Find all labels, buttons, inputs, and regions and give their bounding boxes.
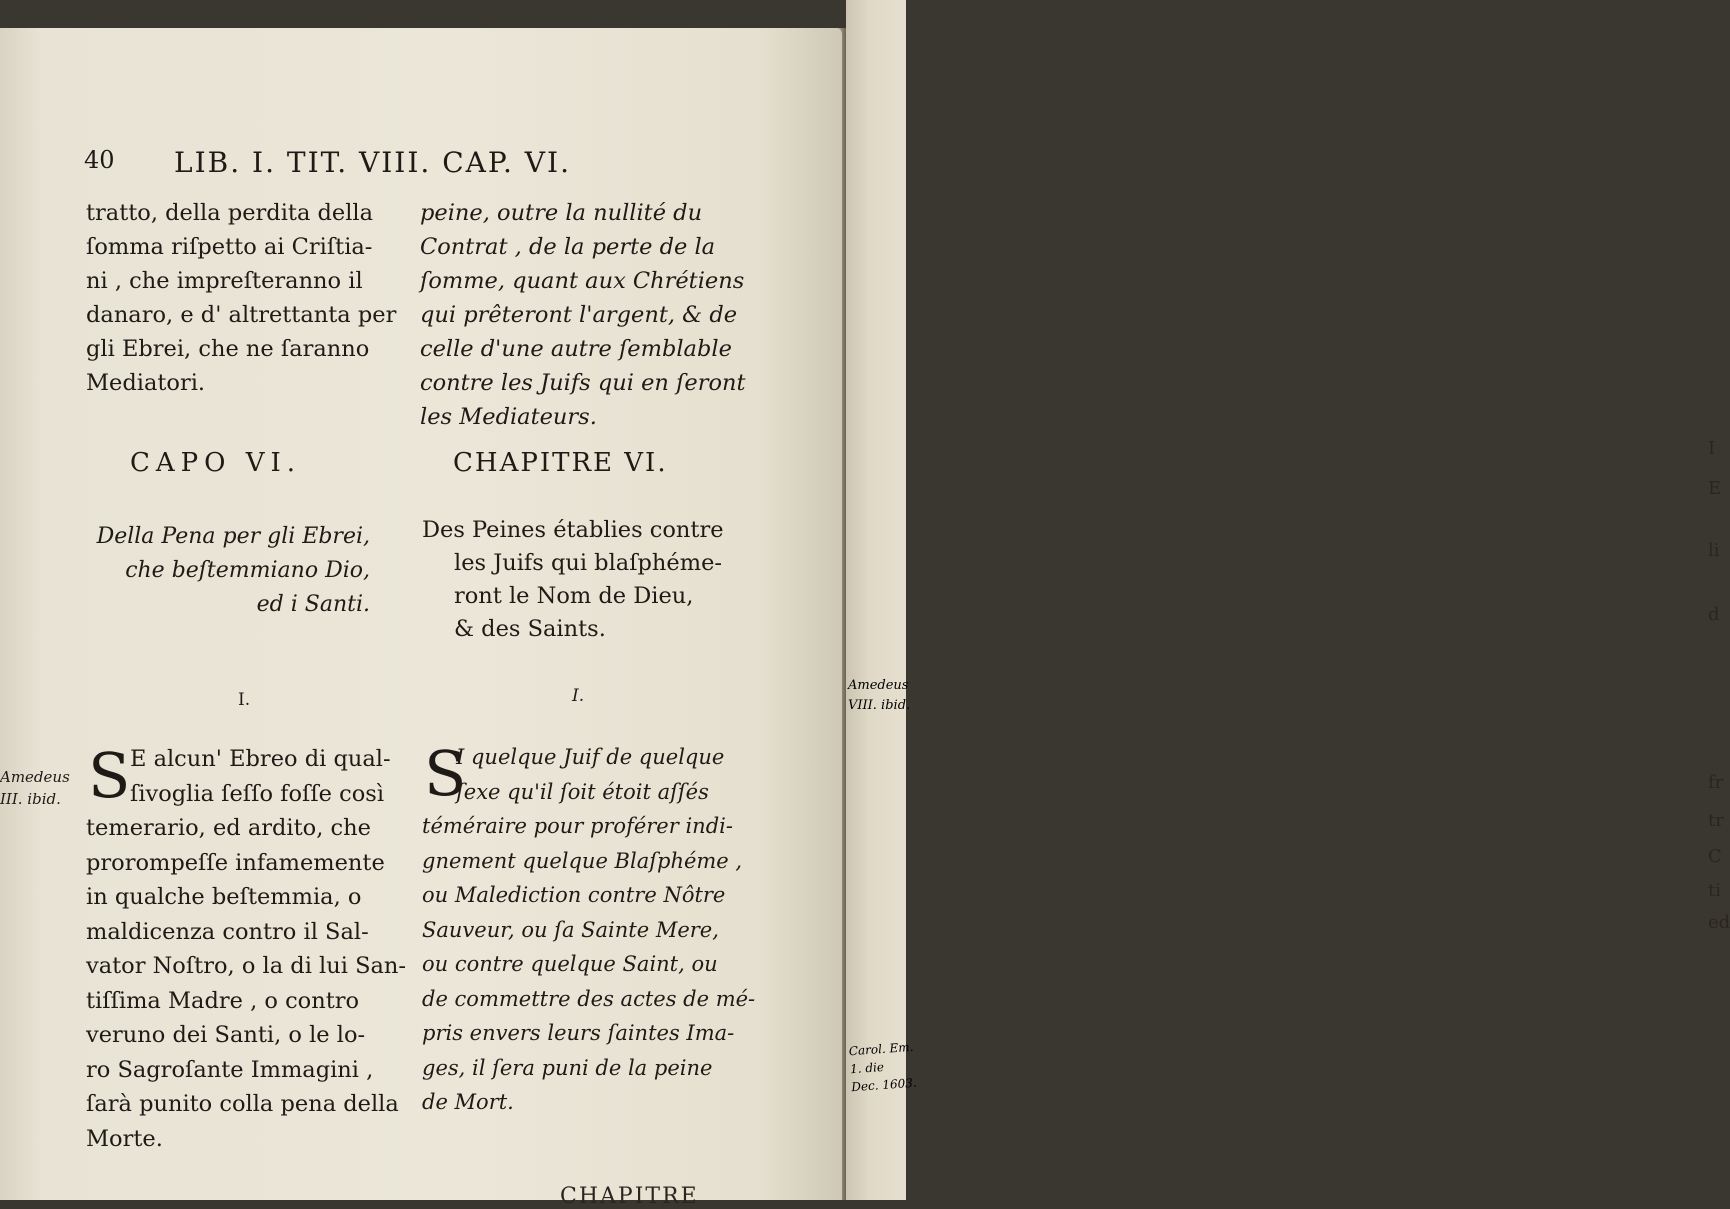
text-line: téméraire pour proférer indi-	[422, 814, 733, 838]
margin-note-line: 1. die	[849, 1059, 885, 1077]
left-margin-note	[0, 766, 70, 810]
title-line: Della Pena per gli Ebrei,	[96, 524, 370, 549]
title-line: & des Saints.	[454, 616, 606, 642]
text-line: pris envers leurs ſaintes Ima-	[422, 1021, 735, 1045]
text-line: de commettre des actes de mé-	[422, 986, 756, 1011]
book-page	[0, 28, 842, 1200]
italian-chapter-heading: CAPO VI.	[130, 448, 302, 478]
text-line: vator Noſtro, o la di lui San-	[86, 953, 406, 979]
facing-page-fragment: tr	[1708, 810, 1724, 831]
text-line: I quelque Juif de quelque	[456, 745, 725, 769]
facing-page	[846, 0, 1730, 1200]
facing-page-fragment: li	[1708, 540, 1720, 561]
text-line: de Mort.	[422, 1090, 514, 1114]
french-chapter-title	[422, 514, 742, 646]
facing-page-fragment: fr	[1708, 772, 1724, 793]
text-line: ſivoglia ſeſſo foſſe così	[130, 780, 385, 807]
text-line: ro Sagroſante Immagini ,	[86, 1056, 374, 1083]
margin-note-line: Dec. 1603.	[850, 1075, 918, 1095]
french-continuation	[420, 196, 746, 434]
facing-page-fragment: C	[1708, 846, 1722, 867]
text-line: Mediatori.	[86, 370, 206, 396]
french-section-number: I.	[572, 686, 585, 706]
text-line: Contrat , de la perte de la	[420, 234, 716, 260]
next-page-heading-fragment: CHAPITRE	[560, 1184, 699, 1209]
text-line: prorompeſſe infamemente	[86, 849, 385, 876]
text-line: tratto, della perdita della	[86, 200, 374, 226]
margin-note-line: Amedeus	[0, 768, 70, 786]
title-line: Des Peines établies contre	[422, 517, 724, 543]
right-margin-note	[848, 676, 910, 716]
text-line: ou Malediction contre Nôtre	[422, 883, 726, 907]
text-line: ou contre quelque Saint, ou	[422, 952, 718, 976]
text-line: danaro, e d' altrettanta per	[86, 302, 397, 328]
facing-page-fragment: ed	[1708, 912, 1730, 933]
text-line: ſomme, quant aux Chrétiens	[420, 268, 745, 294]
title-line: ront le Nom de Dieu,	[454, 583, 694, 609]
italian-section-number: I.	[238, 690, 251, 710]
french-article-text	[422, 737, 756, 1120]
text-line: qui prêteront l'argent, & de	[420, 302, 738, 328]
right-lower-margin-note	[848, 1038, 917, 1096]
text-line: ſomma riſpetto ai Criſtia-	[86, 234, 373, 260]
page-number: 40	[84, 146, 115, 174]
title-line: che beſtemmiano Dio,	[125, 558, 370, 583]
text-line: gli Ebrei, che ne ſaranno	[86, 336, 370, 362]
italian-article-text	[86, 739, 406, 1156]
italian-chapter-title	[86, 520, 370, 622]
text-line: ges, il ſera puni de la peine	[422, 1055, 713, 1080]
text-line: les Mediateurs.	[420, 404, 597, 430]
title-line: ed i Santi.	[256, 592, 370, 617]
margin-note-line: III. ibid.	[0, 790, 61, 808]
text-line: in qualche beſtemmia, o	[86, 884, 362, 910]
facing-page-fragment: d	[1708, 604, 1720, 625]
text-line: peine, outre la nullité du	[420, 200, 703, 226]
text-line: Morte.	[86, 1125, 163, 1152]
margin-note-line: Amedeus	[848, 678, 909, 693]
facing-page-fragment: I	[1708, 438, 1716, 459]
title-line: les Juifs qui blaſphéme-	[454, 550, 722, 576]
page-header	[84, 146, 704, 186]
text-line: tiſſima Madre , o contro	[86, 987, 360, 1014]
italian-continuation	[86, 196, 406, 400]
margin-note-line: Carol. Em.	[848, 1039, 914, 1059]
text-line: Sauveur, ou ſa Sainte Mere,	[422, 917, 719, 942]
italian-drop-cap: S	[88, 739, 131, 812]
text-line: E alcun' Ebreo di qual-	[130, 746, 391, 772]
french-chapter-heading: CHAPITRE VI.	[453, 448, 668, 478]
margin-note-line: VIII. ibid.	[848, 698, 911, 713]
text-line: ſarà punito colla pena della	[86, 1091, 399, 1117]
text-line: celle d'une autre ſemblable	[420, 336, 732, 362]
text-line: contre les Juifs qui en ſeront	[420, 370, 746, 396]
facing-page-fragment: ti	[1708, 880, 1721, 901]
text-line: gnement quelque Blaſphéme ,	[422, 848, 743, 873]
facing-page-fragment: E	[1708, 478, 1722, 499]
french-drop-cap: S	[424, 737, 467, 810]
text-line: ſexe qu'il ſoit étoit aſſés	[456, 779, 709, 804]
text-line: veruno dei Santi, o le lo-	[86, 1022, 366, 1048]
text-line: maldicenza contro il Sal-	[86, 918, 369, 945]
text-line: temerario, ed ardito, che	[86, 815, 371, 841]
text-line: ni , che impreſteranno il	[86, 268, 363, 294]
running-title: LIB. I. TIT. VIII. CAP. VI.	[174, 146, 571, 179]
